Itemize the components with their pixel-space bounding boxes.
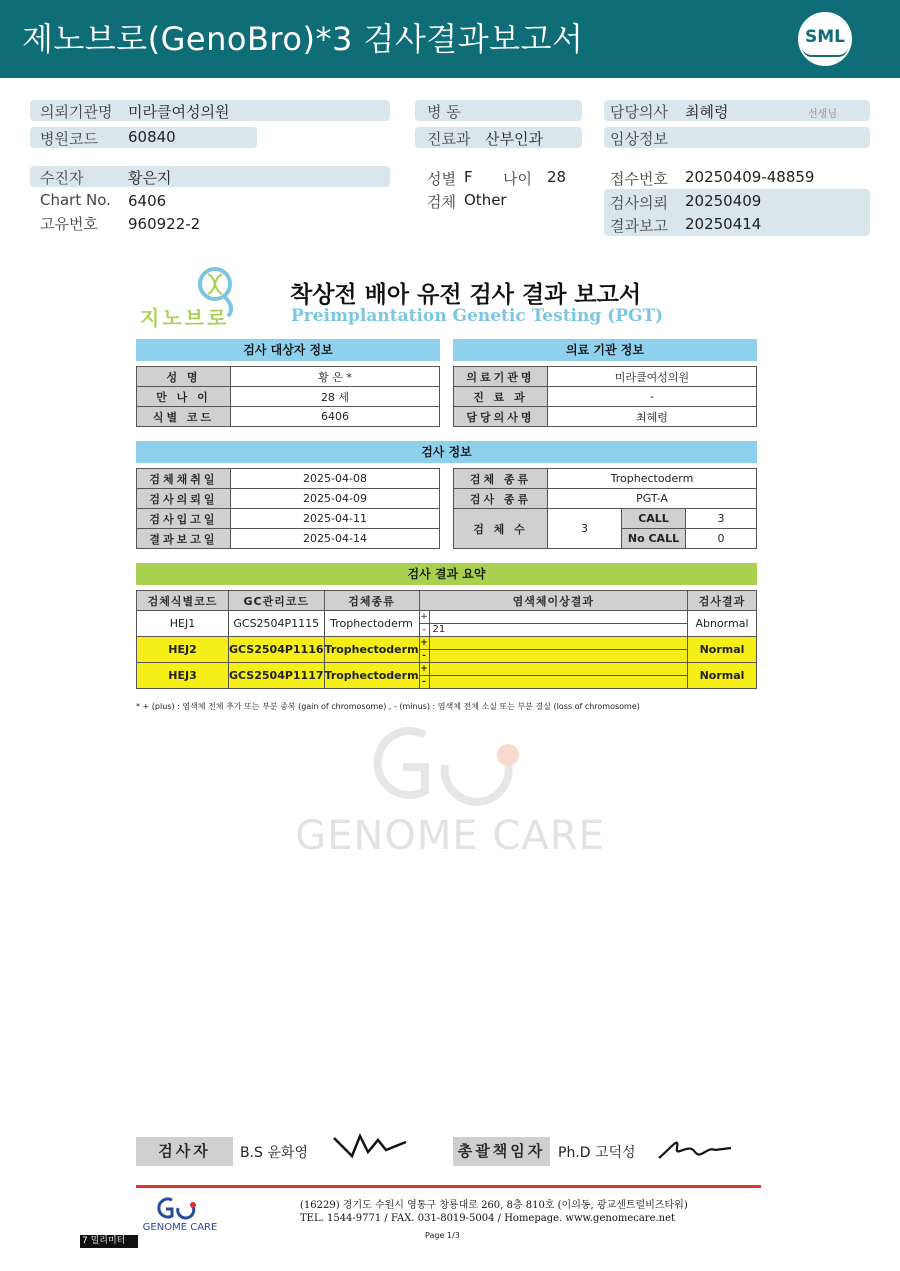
- date-value: 2025-04-08: [231, 469, 440, 489]
- date-value: 2025-04-11: [231, 509, 440, 529]
- report-subtitle: Preimplantation Genetic Testing (PGT): [291, 306, 664, 326]
- doctor-value: 최혜령: [685, 103, 729, 121]
- date-row: [137, 529, 440, 549]
- chief-signature-icon: [655, 1132, 735, 1164]
- col-gc-code: GC관리코드: [229, 591, 325, 611]
- minus-sign: -: [419, 624, 429, 637]
- subject-section-header: 검사 대상자 정보: [136, 339, 440, 361]
- col-sample-id: 검체식별코드: [137, 591, 229, 611]
- subject-value: 황 은 *: [231, 367, 440, 387]
- subject-row: [137, 367, 440, 387]
- chart-value: 6406: [128, 192, 167, 210]
- row-gain: [429, 611, 687, 624]
- subject-value: 28 세: [231, 387, 440, 407]
- age-value: 28: [547, 168, 567, 186]
- date-row: [137, 489, 440, 509]
- nocall-value: 0: [686, 529, 757, 549]
- minus-sign: -: [419, 676, 429, 689]
- sample-row: [454, 509, 757, 529]
- col-result: 검사결과: [688, 591, 757, 611]
- count-label: 검 체 수: [454, 509, 548, 549]
- date-key: 결과보고일: [137, 529, 231, 549]
- row-sample-id: HEJ3: [137, 663, 229, 689]
- row-sample-id: HEJ1: [137, 611, 229, 637]
- inst-row: [454, 387, 757, 407]
- inst-key: 담당의사명: [454, 407, 548, 427]
- chart-label: Chart No.: [40, 191, 111, 209]
- institution-section-header: 의료 기관 정보: [453, 339, 757, 361]
- genome-care-logo-text: GENOME CARE: [142, 1222, 218, 1233]
- call-value: 3: [686, 509, 757, 529]
- header-bar: [0, 0, 900, 78]
- date-key: 검체채취일: [137, 469, 231, 489]
- address-line: (16229) 경기도 수원시 영통구 창룡대로 260, 8층 810호 (이의동, 광교센트럴비즈타워): [300, 1200, 688, 1211]
- receipt-label: 접수번호: [610, 170, 668, 188]
- date-key: 검사입고일: [137, 509, 231, 529]
- subject-table: [136, 366, 440, 427]
- genobro-logo-text: 지노브로: [140, 306, 230, 330]
- test-type-value: PGT-A: [548, 489, 757, 509]
- page-title: 제노브로(GenoBro)*3 검사결과보고서: [22, 20, 584, 58]
- row-gain: [429, 637, 687, 650]
- inst-value: -: [548, 387, 757, 407]
- page-number: Page 1/3: [425, 1231, 460, 1240]
- chief-value: Ph.D 고덕성: [558, 1145, 636, 1161]
- call-label: CALL: [622, 509, 686, 529]
- inst-value: 최혜령: [548, 407, 757, 427]
- doctor-suffix: 선생님: [808, 109, 837, 120]
- id-label: 고유번호: [40, 215, 98, 233]
- contact-line: TEL. 1544-9771 / FAX. 031-8019-5004 / Homepage. www.genomecare.net: [300, 1213, 676, 1224]
- row-gain: [429, 663, 687, 676]
- plus-sign: +: [420, 664, 428, 674]
- row-sample-type: Trophectoderm: [324, 611, 419, 637]
- watermark: [275, 715, 625, 865]
- sml-logo-text: SML: [805, 27, 845, 47]
- tester-signature-icon: [330, 1130, 410, 1162]
- row-gc-code: GCS2504P1117: [229, 663, 325, 689]
- table-row: [137, 611, 757, 624]
- test-section-header: 검사 정보: [136, 441, 757, 463]
- summary-section-header: 검사 결과 요약: [136, 563, 757, 585]
- footer-address: [300, 1199, 688, 1225]
- row-gc-code: GCS2504P1115: [229, 611, 325, 637]
- subject-key: 식별 코드: [137, 407, 231, 427]
- row-gc-code: GCS2504P1116: [229, 637, 325, 663]
- sml-logo: [798, 12, 852, 66]
- report-value: 20250414: [685, 215, 762, 233]
- sample-row: [454, 469, 757, 489]
- summary-table: [136, 590, 757, 689]
- tester-label: 검사자: [136, 1137, 233, 1166]
- sample-table: [453, 468, 757, 549]
- report-title: 착상전 배아 유전 검사 결과 보고서: [290, 282, 642, 308]
- genome-care-logo-icon: [134, 1196, 226, 1220]
- table-row: [137, 663, 757, 676]
- ward-label: 병 동: [427, 103, 461, 121]
- request-value: 20250409: [685, 192, 762, 210]
- row-result: Abnormal: [688, 611, 757, 637]
- age-label: 나이: [503, 170, 532, 188]
- name-row: [30, 166, 390, 187]
- specimen-label: 검체: [427, 193, 456, 211]
- plus-sign: +: [420, 638, 428, 648]
- date-key: 검사의뢰일: [137, 489, 231, 509]
- name-label: 수진자: [40, 169, 84, 187]
- subject-value: 6406: [231, 407, 440, 427]
- date-row: [137, 509, 440, 529]
- subject-key: 성 명: [137, 367, 231, 387]
- summary-header-row: [137, 591, 757, 611]
- row-sample-type: Trophectoderm: [324, 637, 419, 663]
- chief-label: 총괄책임자: [453, 1137, 550, 1166]
- mm-tag: 7 밀리미터: [80, 1235, 138, 1248]
- subject-row: [137, 407, 440, 427]
- row-sample-type: Trophectoderm: [324, 663, 419, 689]
- inst-value: 미라클여성의원: [548, 367, 757, 387]
- date-row: [137, 469, 440, 489]
- footer-divider: [136, 1185, 761, 1188]
- hospital-code-label: 병원코드: [40, 130, 98, 148]
- col-sample-type: 검체종류: [324, 591, 419, 611]
- subject-key: 만 나 이: [137, 387, 231, 407]
- name-value: 황은지: [128, 169, 172, 187]
- dates-table: [136, 468, 440, 549]
- tester-value: B.S 윤화영: [240, 1145, 308, 1161]
- date-value: 2025-04-09: [231, 489, 440, 509]
- plus-sign: +: [420, 612, 428, 622]
- receipt-value: 20250409-48859: [685, 168, 815, 186]
- hospital-code-value: 60840: [128, 128, 176, 146]
- date-value: 2025-04-14: [231, 529, 440, 549]
- genobro-logo: [138, 266, 248, 330]
- inst-row: [454, 407, 757, 427]
- institution-value: 미라클여성의원: [128, 103, 230, 121]
- subject-row: [137, 387, 440, 407]
- doctor-label: 담당의사: [610, 103, 668, 121]
- row-result: Normal: [688, 663, 757, 689]
- sample-row: [454, 489, 757, 509]
- legend-note: * + (plus) : 염색체 전체 추가 또는 부분 중복 (gain of chromosome) , - (minus) : 염색체 전체 소실 또는 부분 결실 (loss of chromosome): [136, 702, 640, 711]
- row-loss: [429, 676, 687, 689]
- specimen-value: Other: [464, 191, 507, 209]
- row-loss: [429, 650, 687, 663]
- id-value: 960922-2: [128, 215, 201, 233]
- table-row: [137, 637, 757, 650]
- minus-sign: -: [419, 650, 429, 663]
- inst-key: 진 료 과: [454, 387, 548, 407]
- dept-value: 산부인과: [485, 130, 543, 148]
- watermark-logo-icon: [275, 715, 625, 815]
- sex-value: F: [464, 168, 473, 186]
- row-loss: 21: [429, 624, 687, 637]
- watermark-text: GENOME CARE: [295, 813, 605, 859]
- inst-key: 의료기관명: [454, 367, 548, 387]
- row-sample-id: HEJ2: [137, 637, 229, 663]
- sample-type-label: 검체 종류: [454, 469, 548, 489]
- dept-label: 진료과: [427, 130, 471, 148]
- sample-type-value: Trophectoderm: [548, 469, 757, 489]
- institution-label: 의뢰기관명: [40, 103, 113, 121]
- inst-row: [454, 367, 757, 387]
- sml-logo-arc-icon: [802, 47, 848, 57]
- request-label: 검사의뢰: [610, 194, 668, 212]
- report-label: 결과보고: [610, 217, 668, 235]
- genome-care-logo: [134, 1196, 226, 1236]
- test-type-label: 검사 종류: [454, 489, 548, 509]
- clinical-label: 임상정보: [610, 130, 668, 148]
- row-result: Normal: [688, 637, 757, 663]
- nocall-label: No CALL: [622, 529, 686, 549]
- sex-label: 성별: [427, 170, 456, 188]
- col-chromosome: 염색체이상결과: [419, 591, 687, 611]
- institution-table: [453, 366, 757, 427]
- count-value: 3: [548, 509, 622, 549]
